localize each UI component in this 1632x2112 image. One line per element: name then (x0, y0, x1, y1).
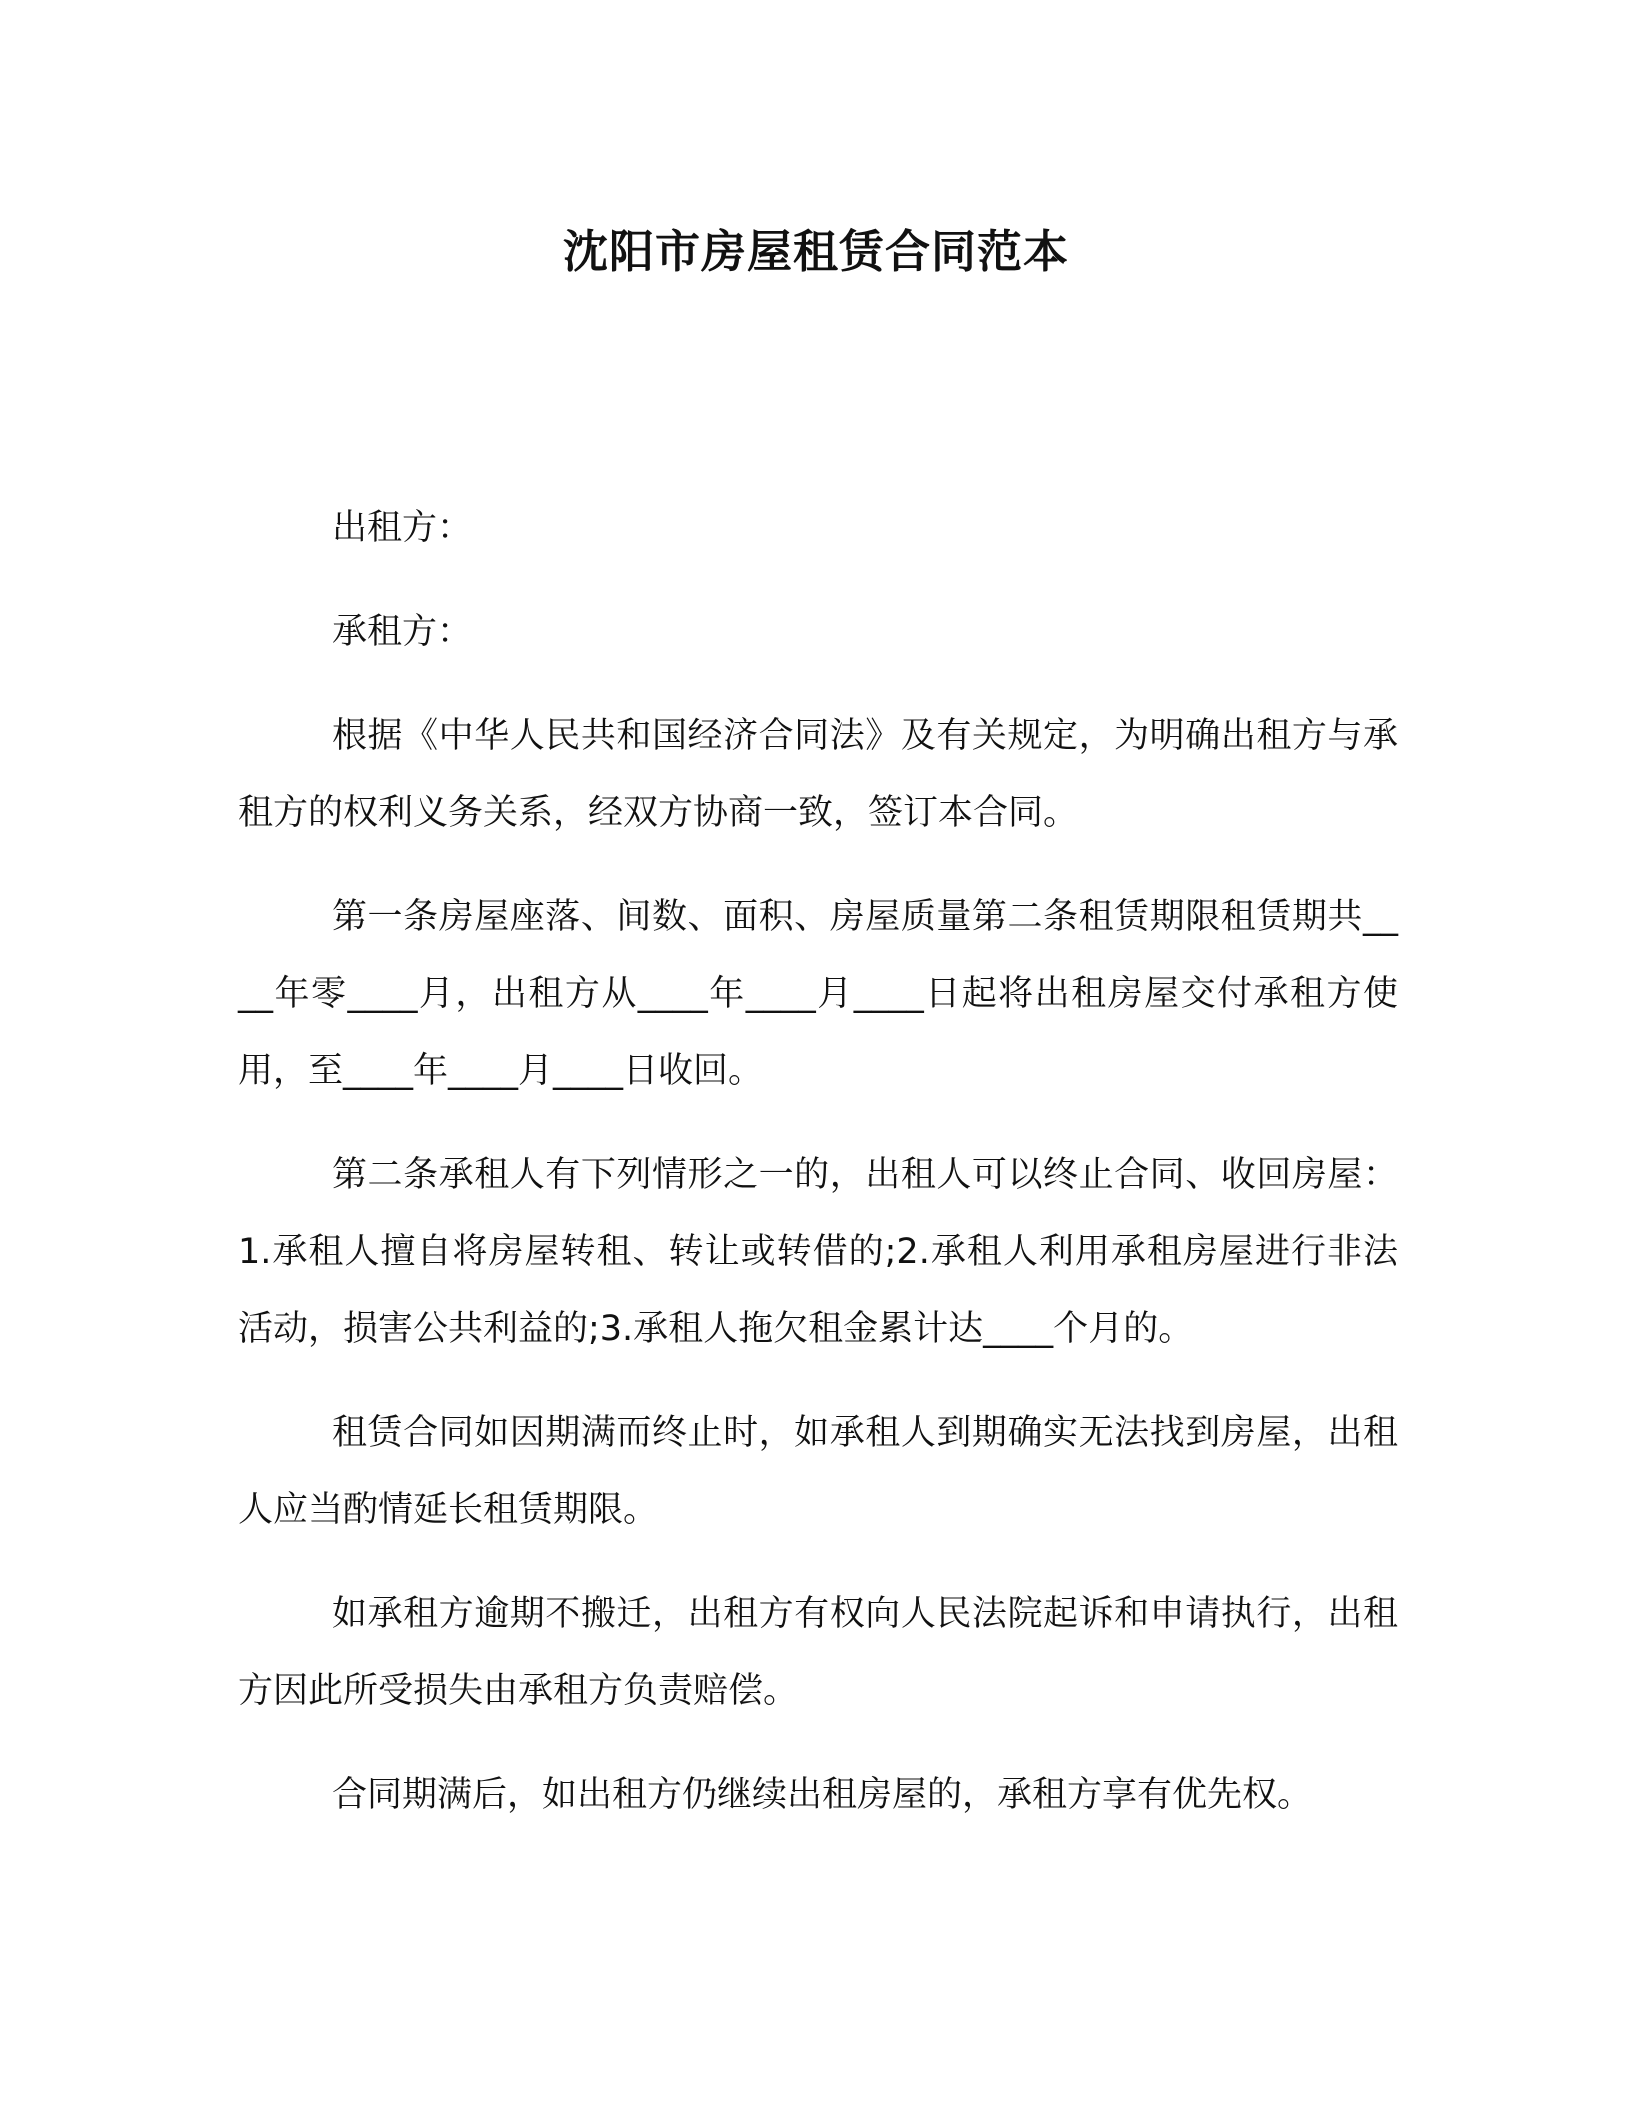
paragraph-article-1: 第一条房屋座落、间数、面积、房屋质量第二条租赁期限租赁期共____年零____月，出租方从____年____月____日起将出租房屋交付承租方使用，至____年____月____日收回。 (238, 897, 1398, 1091)
lessor-line: 出租方： (332, 508, 473, 548)
document-title: 沈阳市房屋租赁合同范本 (562, 225, 1069, 278)
lessee-line: 承租方： (332, 612, 473, 652)
paragraph-intro: 根据《中华人民共和国经济合同法》及有关规定，为明确出租方与承租方的权利义务关系，经双方协商一致，签订本合同。 (238, 716, 1398, 833)
paragraph-overdue: 如承租方逾期不搬迁，出租方有权向人民法院起诉和申请执行，出租方因此所受损失由承租方负责赔偿。 (238, 1594, 1398, 1711)
paragraph-expiry: 租赁合同如因期满而终止时，如承租人到期确实无法找到房屋，出租人应当酌情延长租赁期限。 (238, 1413, 1398, 1530)
paragraph-priority: 合同期满后，如出租方仍继续出租房屋的，承租方享有优先权。 (332, 1775, 1313, 1815)
paragraph-article-2: 第二条承租人有下列情形之一的，出租人可以终止合同、收回房屋：1.承租人擅自将房屋转租、转让或转借的;2.承租人利用承租房屋进行非法活动，损害公共利益的;3.承租人拖欠租金累计达____个月的。 (238, 1155, 1398, 1349)
document-body (238, 490, 1398, 1861)
